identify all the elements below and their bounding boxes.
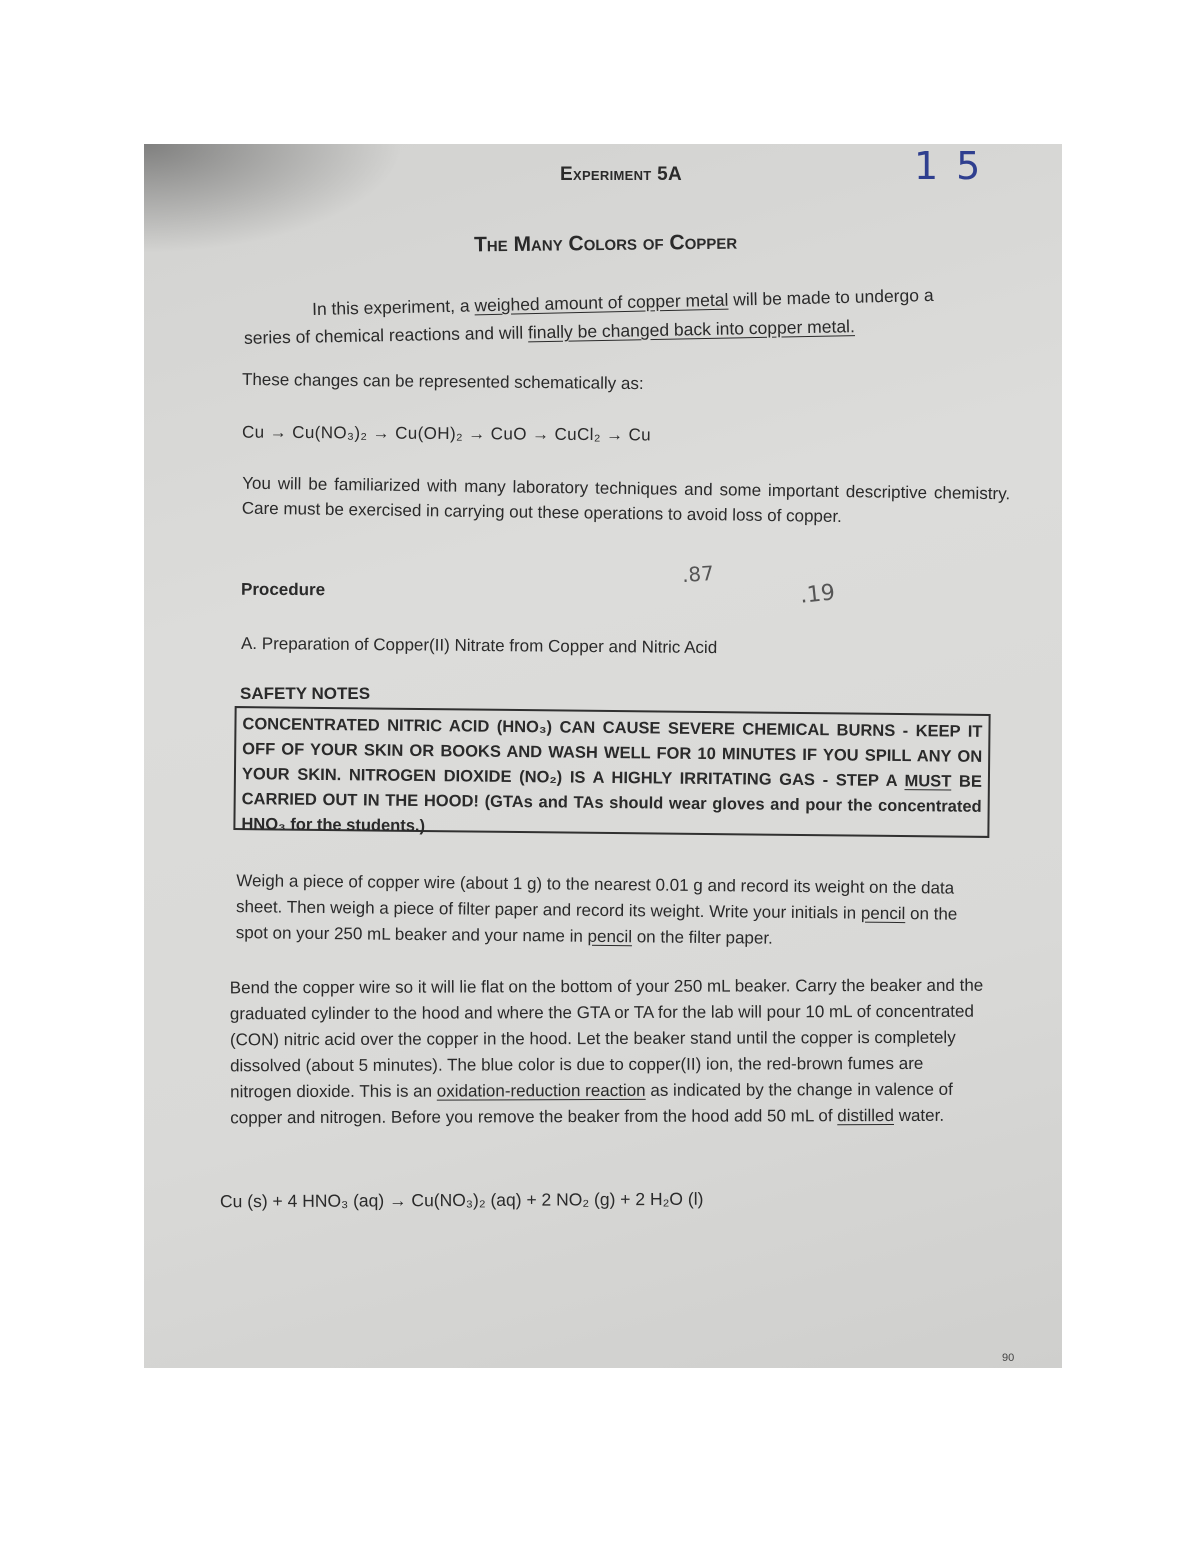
page-title: The Many Colors of Copper (473, 230, 738, 257)
paragraph-text: water. (893, 1105, 945, 1126)
procedure-heading: Procedure (240, 579, 326, 600)
handwritten-note: .87 (681, 560, 715, 588)
intro-underlined-text: finally be changed back into copper metal. (527, 316, 856, 343)
page-number: 90 (1002, 1352, 1015, 1364)
familiarized-paragraph: You will be familiarized with many laboratory techniques and some important descriptive chemistry. Care must be exercised in carrying out these operations to avoid loss of copper. (241, 473, 1011, 527)
safety-text: BE CARRIED OUT IN THE HOOD! (241, 772, 982, 811)
bend-paragraph (230, 973, 987, 1132)
underlined-word: oxidation-reduction reaction (436, 1080, 646, 1101)
reaction-scheme: Cu → Cu(NO₃)₂ → Cu(OH)₂ → CuO → CuCl₂ → Cu (241, 422, 652, 445)
document-page (144, 144, 1062, 1368)
safety-text: CONCENTRATED NITRIC ACID (HNO₃) CAN CAUSE SEVERE CHEMICAL BURNS - KEEP IT OFF OF YOUR SKIN OR BOOKS AND WASH WELL FOR 10 MINUTES IF YOU SPILL ANY ON YOUR SKIN. NITROGEN DIOXIDE (NO₂) IS A HIGHLY IRRITATING GAS - STEP A (241, 715, 983, 791)
paragraph-text: as indicated by the change in valence of copper and nitrogen. Before you remove the beaker from the hood add 50 mL of (230, 1079, 953, 1128)
underlined-word: distilled (837, 1106, 894, 1126)
handwritten-note: .19 (798, 580, 837, 609)
paragraph-text: Weigh a piece of copper wire (about 1 g) to the nearest 0.01 g and record its weight on the data sheet. Then weigh a piece of filter paper and record its weight. Write your initials in (235, 871, 955, 923)
safety-text: (GTAs and TAs should wear gloves and pour the concentrated HNO₃ for the students.) (241, 792, 982, 836)
weigh-paragraph (236, 868, 985, 954)
safety-heading: SAFETY NOTES (240, 684, 371, 703)
paragraph-text: on the spot on your 250 mL beaker and your name in (235, 904, 958, 946)
underlined-word: pencil (860, 903, 906, 924)
intro-text: In this experiment, a (311, 295, 475, 320)
underlined-word: pencil (587, 926, 633, 947)
document-photo (144, 144, 1062, 1368)
safety-notes-box (233, 706, 990, 838)
intro-line-1 (312, 285, 934, 320)
handwritten-score: 15 (914, 144, 999, 188)
intro-text: series of chemical reactions and will (243, 322, 529, 348)
paragraph-text: on the filter paper. (631, 927, 773, 948)
intro-line-2 (244, 316, 855, 349)
section-heading: A. Preparation of Copper(II) Nitrate from Copper and Nitric Acid (240, 633, 718, 658)
reaction-equation: Cu (s) + 4 HNO₃ (aq) → Cu(NO₃)₂ (aq) + 2 NO₂ (g) + 2 H₂O (l) (219, 1188, 704, 1212)
experiment-title: Experiment 5A (560, 164, 682, 185)
intro-text: will be made to undergo a (728, 284, 934, 310)
paragraph-text: Bend the copper wire so it will lie flat on the bottom of your 250 mL beaker. Carry the beaker and the graduated cylinder to the hood and where the GTA or TA for the lab will pour 10 mL of concentrated (CON) nitric acid over the copper in the hood. Let the beaker stand until the copper is completely dissolved (about 5 minutes). The blue color is due to copper(II) ion, the red-brown fumes are nitrogen dioxide. This is an (229, 975, 984, 1102)
safety-must: MUST (904, 772, 952, 791)
intro-underlined-text: weighed amount of copper metal (474, 289, 729, 316)
changes-text: These changes can be represented schematically as: (241, 369, 644, 394)
